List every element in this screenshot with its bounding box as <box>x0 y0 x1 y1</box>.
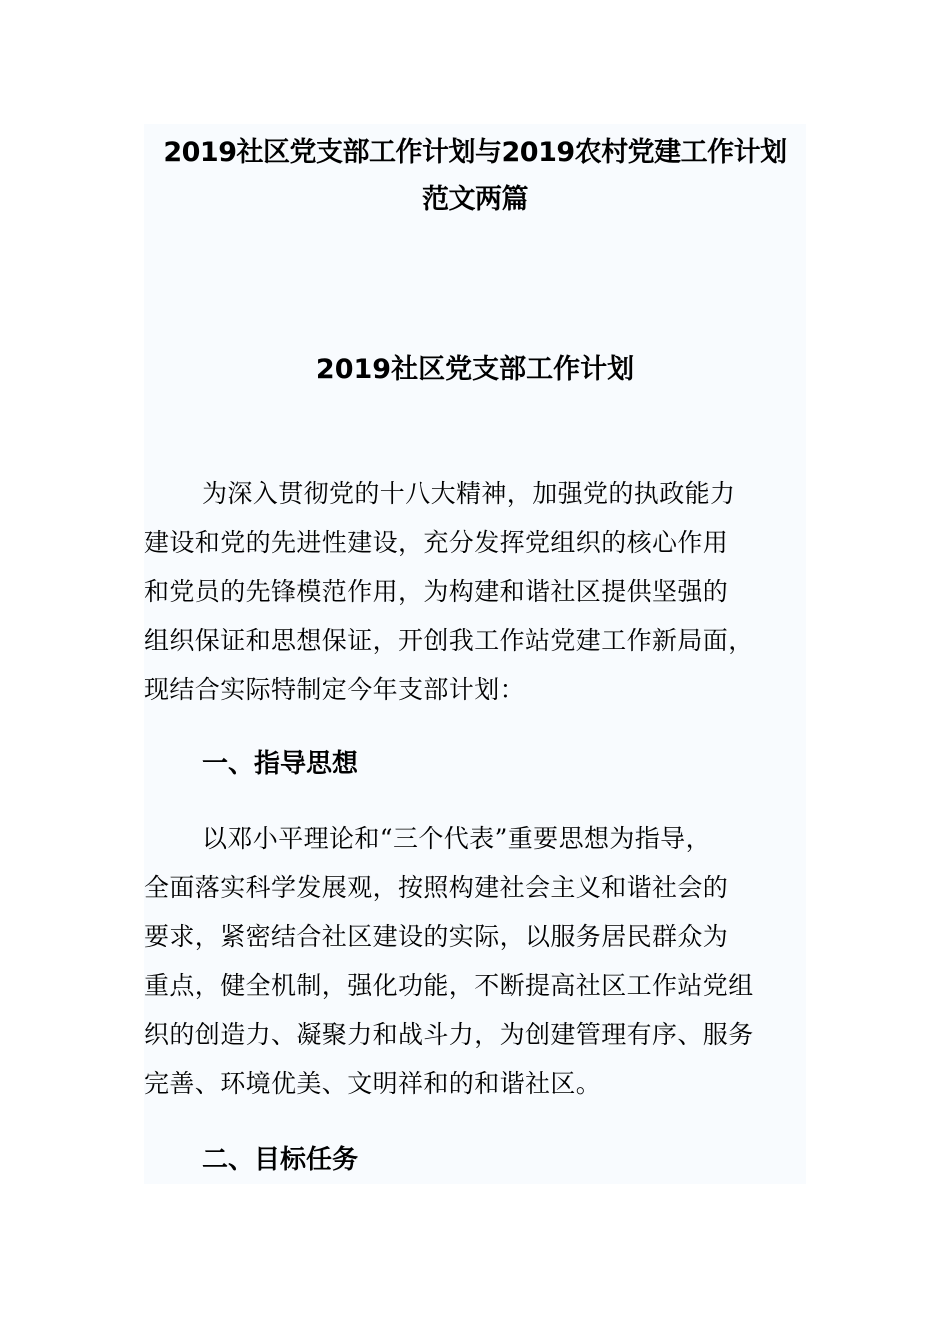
paragraph-line: 织的创造力、凝聚力和战斗力，为创建管理有序、服务 <box>144 1020 754 1049</box>
paragraph-line: 全面落实科学发展观，按照构建社会主义和谐社会的 <box>144 873 729 902</box>
document-title-line-1: 2019社区党支部工作计划与2019农村党建工作计划 <box>163 137 787 168</box>
intro-paragraph <box>144 469 806 714</box>
section-heading-targets: 二、目标任务 <box>202 1145 359 1175</box>
paragraph-line: 建设和党的先进性建设，充分发挥党组织的核心作用 <box>144 528 729 557</box>
paragraph-line: 要求，紧密结合社区建设的实际，以服务居民群众为 <box>144 922 729 951</box>
paragraph-line: 组织保证和思想保证，开创我工作站党建工作新局面， <box>144 626 754 655</box>
section-heading-guiding-ideology: 一、指导思想 <box>202 749 359 779</box>
guiding-ideology-paragraph <box>144 814 806 1108</box>
paragraph-line: 现结合实际特制定今年支部计划： <box>144 675 526 704</box>
paragraph-line: 重点，健全机制，强化功能，不断提高社区工作站党组 <box>144 971 754 1000</box>
paragraph-line: 完善、环境优美、文明祥和的和谐社区。 <box>144 1069 602 1098</box>
document-page <box>144 124 806 1184</box>
document-title-line-2: 范文两篇 <box>422 184 528 215</box>
paragraph-line: 为深入贯彻党的十八大精神，加强党的执政能力 <box>202 479 736 508</box>
section-subtitle: 2019社区党支部工作计划 <box>315 354 635 385</box>
paragraph-line: 以邓小平理论和“三个代表”重要思想为指导， <box>202 824 711 853</box>
paragraph-line: 和党员的先锋模范作用，为构建和谐社区提供坚强的 <box>144 577 729 606</box>
